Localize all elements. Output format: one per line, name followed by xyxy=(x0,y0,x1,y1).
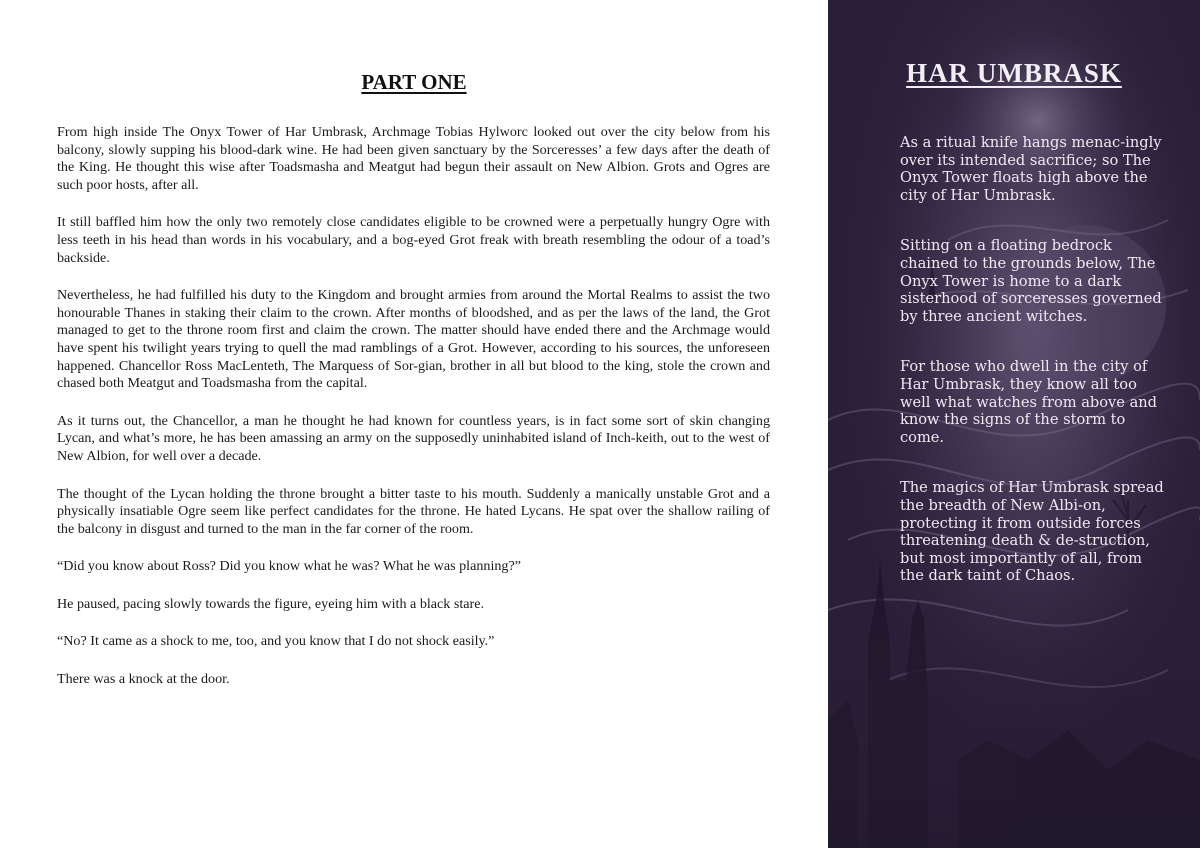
lore-paragraph: As a ritual knife hangs menac-ingly over its intended sacrifice; so The Onyx Tower floats high above the city of Har Umbrask. xyxy=(900,134,1162,204)
story-paragraph: Nevertheless, he had fulfilled his duty to the Kingdom and brought armies from around the Mortal Realms to assist the two honourable Thanes in staking their claim to the crown. After months of bloodshed, and as per the laws of the land, the Grot managed to get to the throne room first and claim the crown. The matter should have ended there and the Archmage would have spent his twilight years trying to quell the mad ramblings of a Grot. However, according to his sources, the unforeseen happened. Chancellor Ross MacLenteth, The Marquess of Sor-gian, brother in all but blood to the king, stole the crown and chased both Meatgut and Toadsmasha from the capital. xyxy=(57,287,770,392)
lore-paragraph: Sitting on a floating bedrock chained to the grounds below, The Onyx Tower is home to a dark sisterhood of sorceresses governed by three ancient witches. xyxy=(900,237,1162,325)
story-paragraph: “Did you know about Ross? Did you know what he was? What he was planning?” xyxy=(57,558,521,575)
story-paragraph: As it turns out, the Chancellor, a man he thought he had known for countless years, is in fact some sort of skin changing Lycan, and what’s more, he has been amassing an army on the supposedly uninhabited island of Inch-keith, out to the west of New Albion, for well over a decade. xyxy=(57,412,770,464)
panel-title: HAR UMBRASK xyxy=(906,58,1122,88)
story-paragraph: “No? It came as a shock to me, too, and you know that I do not shock easily.” xyxy=(57,633,495,650)
story-paragraph: From high inside The Onyx Tower of Har Umbrask, Archmage Tobias Hylworc looked out over the city below from his balcony, slowly supping his blood-dark wine. He had been given sanctuary by the Sorceresses’ a few days after the death of the King. He thought this wise after Toadsmasha and Meatgut had begun their assault on New Albion. Grots and Ogres are such poor hosts, after all. xyxy=(57,124,770,193)
lore-paragraph: For those who dwell in the city of Har Umbrask, they know all too well what watches from above and know the signs of the storm to come. xyxy=(900,358,1158,446)
story-paragraph: The thought of the Lycan holding the throne brought a bitter taste to his mouth. Suddenly a manically unstable Grot and a physically insatiable Ogre seem like perfect candidates for the throne. He hated Lycans. He spat over the shallow railing of the balcony in disgust and turned to the man in the far corner of the room. xyxy=(57,485,770,537)
lore-paragraph: The magics of Har Umbrask spread the breadth of New Albi-on, protecting it from outside forces threatening death & de-struction, but most importantly of all, from the dark taint of Chaos. xyxy=(900,479,1164,585)
story-text xyxy=(57,124,770,709)
lore-panel xyxy=(828,0,1200,848)
lore-text xyxy=(900,134,1170,618)
story-paragraph: He paused, pacing slowly towards the figure, eyeing him with a black stare. xyxy=(57,595,484,612)
story-paragraph: There was a knock at the door. xyxy=(57,671,230,688)
story-paragraph: It still baffled him how the only two remotely close candidates eligible to be crowned were a perpetually hungry Ogre with less teeth in his head than words in his vocabulary, and a bog-eyed Grot freak with breath resembling the odour of a toad’s backside. xyxy=(57,214,770,266)
part-title: PART ONE xyxy=(361,70,467,94)
